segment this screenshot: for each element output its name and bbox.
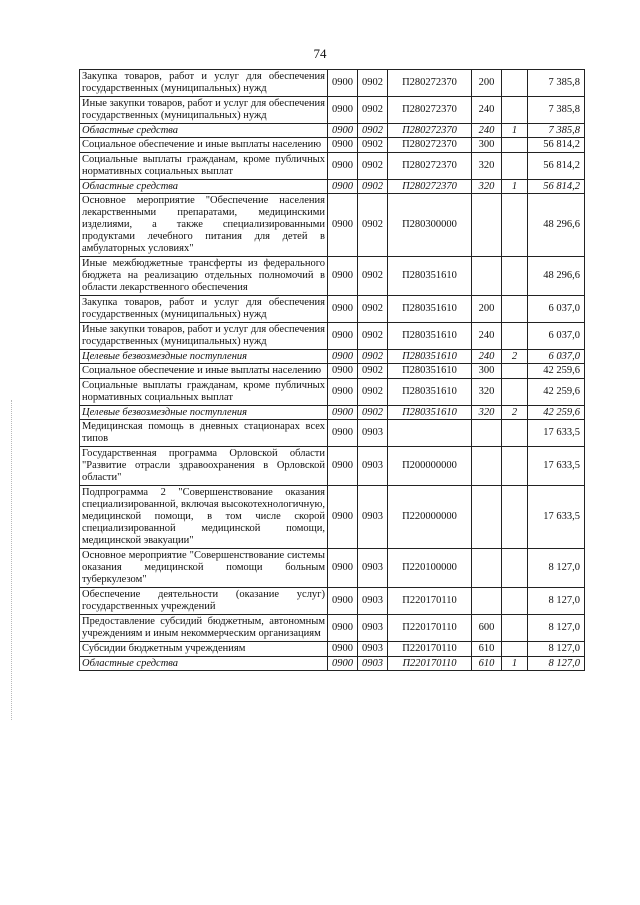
section-code: 0900: [328, 138, 358, 153]
row-name: Медицинская помощь в дневных стационарах всех типов: [80, 420, 328, 447]
subsection-code: 0903: [358, 657, 388, 671]
target-article-code: П220170110: [388, 642, 472, 657]
section-code: 0900: [328, 194, 358, 257]
section-code: 0900: [328, 642, 358, 657]
funding-source-code: [502, 194, 528, 257]
section-code: 0900: [328, 406, 358, 420]
subsection-code: 0902: [358, 379, 388, 406]
target-article-code: П280351610: [388, 323, 472, 350]
section-code: 0900: [328, 153, 358, 180]
row-name: Иные закупки товаров, работ и услуг для обеспечения государственных (муниципальных) нужд: [80, 323, 328, 350]
amount: 8 127,0: [528, 588, 585, 615]
section-code: 0900: [328, 124, 358, 138]
subsection-code: 0902: [358, 323, 388, 350]
row-name: Государственная программа Орловской области "Развитие отрасли здравоохранения в Орловской области": [80, 447, 328, 486]
budget-table: [79, 69, 585, 671]
table-row: [80, 70, 585, 97]
amount: 8 127,0: [528, 615, 585, 642]
funding-source-code: [502, 549, 528, 588]
subsection-code: 0902: [358, 350, 388, 364]
subsection-code: 0903: [358, 447, 388, 486]
table-row: [80, 486, 585, 549]
row-name: Областные средства: [80, 124, 328, 138]
funding-source-code: [502, 447, 528, 486]
expense-type-code: 200: [472, 296, 502, 323]
section-code: 0900: [328, 97, 358, 124]
section-code: 0900: [328, 657, 358, 671]
row-name: Иные закупки товаров, работ и услуг для обеспечения государственных (муниципальных) нужд: [80, 97, 328, 124]
target-article-code: П220170110: [388, 615, 472, 642]
expense-type-code: 600: [472, 615, 502, 642]
table-row: [80, 420, 585, 447]
amount: 8 127,0: [528, 549, 585, 588]
row-name: Областные средства: [80, 657, 328, 671]
row-name: Субсидии бюджетным учреждениям: [80, 642, 328, 657]
subsection-code: 0903: [358, 420, 388, 447]
expense-type-code: [472, 420, 502, 447]
expense-type-code: 320: [472, 406, 502, 420]
table-row: [80, 194, 585, 257]
row-name: Подпрограмма 2 "Совершенствование оказания специализированной, включая высокотехнологичную, медицинской помощи, в том числе скорой специализированной медицинской помощи, медицинской эвакуации": [80, 486, 328, 549]
amount: 48 296,6: [528, 194, 585, 257]
funding-source-code: [502, 420, 528, 447]
expense-type-code: [472, 447, 502, 486]
margin-dots: [11, 400, 14, 720]
section-code: 0900: [328, 379, 358, 406]
target-article-code: П280351610: [388, 406, 472, 420]
target-article-code: П220170110: [388, 657, 472, 671]
table-row: [80, 257, 585, 296]
row-name: Иные межбюджетные трансферты из федерального бюджета на реализацию отдельных полномочий в области лекарственного обеспечения: [80, 257, 328, 296]
amount: 17 633,5: [528, 447, 585, 486]
table-row: [80, 588, 585, 615]
funding-source-code: [502, 364, 528, 379]
amount: 6 037,0: [528, 350, 585, 364]
subsection-code: 0903: [358, 486, 388, 549]
row-name: Предоставление субсидий бюджетным, автономным учреждениям и иным некоммерческим организациям: [80, 615, 328, 642]
subsection-code: 0903: [358, 615, 388, 642]
target-article-code: П200000000: [388, 447, 472, 486]
table-row: [80, 549, 585, 588]
table-row: [80, 379, 585, 406]
funding-source-code: 2: [502, 350, 528, 364]
funding-source-code: [502, 379, 528, 406]
expense-type-code: [472, 549, 502, 588]
amount: 7 385,8: [528, 124, 585, 138]
amount: 56 814,2: [528, 180, 585, 194]
subsection-code: 0902: [358, 124, 388, 138]
funding-source-row: [80, 657, 585, 671]
section-code: 0900: [328, 615, 358, 642]
funding-source-code: 1: [502, 180, 528, 194]
funding-source-row: [80, 350, 585, 364]
row-name: Целевые безвозмездные поступления: [80, 350, 328, 364]
subsection-code: 0903: [358, 588, 388, 615]
expense-type-code: 610: [472, 657, 502, 671]
subsection-code: 0902: [358, 406, 388, 420]
funding-source-code: [502, 153, 528, 180]
amount: 6 037,0: [528, 323, 585, 350]
target-article-code: П220000000: [388, 486, 472, 549]
subsection-code: 0903: [358, 549, 388, 588]
row-name: Основное мероприятие "Обеспечение населения лекарственными препаратами, медицинскими изделиями, а также специализированными продуктами лечебного питания для детей в амбулаторных условиях": [80, 194, 328, 257]
expense-type-code: [472, 194, 502, 257]
target-article-code: П280272370: [388, 180, 472, 194]
target-article-code: [388, 420, 472, 447]
funding-source-code: [502, 138, 528, 153]
section-code: 0900: [328, 257, 358, 296]
subsection-code: 0902: [358, 194, 388, 257]
table-row: [80, 296, 585, 323]
amount: 7 385,8: [528, 70, 585, 97]
amount: 6 037,0: [528, 296, 585, 323]
section-code: 0900: [328, 323, 358, 350]
table-row: [80, 615, 585, 642]
amount: 56 814,2: [528, 138, 585, 153]
table-row: [80, 153, 585, 180]
section-code: 0900: [328, 180, 358, 194]
funding-source-code: 1: [502, 657, 528, 671]
target-article-code: П220100000: [388, 549, 472, 588]
expense-type-code: 300: [472, 138, 502, 153]
target-article-code: П220170110: [388, 588, 472, 615]
funding-source-code: [502, 486, 528, 549]
subsection-code: 0902: [358, 70, 388, 97]
amount: 42 259,6: [528, 406, 585, 420]
budget-table-body: [80, 70, 585, 671]
row-name: Социальные выплаты гражданам, кроме публичных нормативных социальных выплат: [80, 379, 328, 406]
subsection-code: 0902: [358, 138, 388, 153]
funding-source-row: [80, 406, 585, 420]
target-article-code: П280351610: [388, 257, 472, 296]
row-name: Социальное обеспечение и иные выплаты населению: [80, 364, 328, 379]
table-row: [80, 364, 585, 379]
expense-type-code: [472, 257, 502, 296]
expense-type-code: 320: [472, 153, 502, 180]
target-article-code: П280351610: [388, 379, 472, 406]
amount: 42 259,6: [528, 364, 585, 379]
row-name: Целевые безвозмездные поступления: [80, 406, 328, 420]
section-code: 0900: [328, 364, 358, 379]
section-code: 0900: [328, 447, 358, 486]
table-row: [80, 447, 585, 486]
subsection-code: 0903: [358, 642, 388, 657]
page-number: 74: [313, 46, 327, 61]
expense-type-code: 320: [472, 379, 502, 406]
row-name: Закупка товаров, работ и услуг для обеспечения государственных (муниципальных) нужд: [80, 296, 328, 323]
target-article-code: П280272370: [388, 70, 472, 97]
amount: 7 385,8: [528, 97, 585, 124]
target-article-code: П280351610: [388, 350, 472, 364]
target-article-code: П280272370: [388, 124, 472, 138]
target-article-code: П280351610: [388, 296, 472, 323]
target-article-code: П280272370: [388, 97, 472, 124]
expense-type-code: 200: [472, 70, 502, 97]
expense-type-code: 320: [472, 180, 502, 194]
subsection-code: 0902: [358, 296, 388, 323]
section-code: 0900: [328, 70, 358, 97]
funding-source-row: [80, 180, 585, 194]
amount: 8 127,0: [528, 657, 585, 671]
row-name: Закупка товаров, работ и услуг для обеспечения государственных (муниципальных) нужд: [80, 70, 328, 97]
subsection-code: 0902: [358, 180, 388, 194]
amount: 42 259,6: [528, 379, 585, 406]
subsection-code: 0902: [358, 364, 388, 379]
funding-source-code: [502, 642, 528, 657]
section-code: 0900: [328, 350, 358, 364]
target-article-code: П280272370: [388, 138, 472, 153]
row-name: Обеспечение деятельности (оказание услуг) государственных учреждений: [80, 588, 328, 615]
funding-source-code: [502, 588, 528, 615]
target-article-code: П280351610: [388, 364, 472, 379]
row-name: Социальные выплаты гражданам, кроме публичных нормативных социальных выплат: [80, 153, 328, 180]
funding-source-code: 1: [502, 124, 528, 138]
section-code: 0900: [328, 588, 358, 615]
amount: 56 814,2: [528, 153, 585, 180]
expense-type-code: 240: [472, 97, 502, 124]
expense-type-code: [472, 588, 502, 615]
funding-source-code: [502, 296, 528, 323]
row-name: Основное мероприятие "Совершенствование системы оказания медицинской помощи больным туберкулезом": [80, 549, 328, 588]
amount: 17 633,5: [528, 486, 585, 549]
expense-type-code: 300: [472, 364, 502, 379]
subsection-code: 0902: [358, 257, 388, 296]
funding-source-row: [80, 124, 585, 138]
table-row: [80, 642, 585, 657]
expense-type-code: 240: [472, 350, 502, 364]
expense-type-code: 610: [472, 642, 502, 657]
section-code: 0900: [328, 486, 358, 549]
funding-source-code: [502, 70, 528, 97]
expense-type-code: 240: [472, 124, 502, 138]
amount: 8 127,0: [528, 642, 585, 657]
row-name: Социальное обеспечение и иные выплаты населению: [80, 138, 328, 153]
amount: 17 633,5: [528, 420, 585, 447]
table-row: [80, 138, 585, 153]
section-code: 0900: [328, 420, 358, 447]
funding-source-code: [502, 97, 528, 124]
amount: 48 296,6: [528, 257, 585, 296]
funding-source-code: [502, 615, 528, 642]
expense-type-code: 240: [472, 323, 502, 350]
subsection-code: 0902: [358, 153, 388, 180]
table-row: [80, 97, 585, 124]
section-code: 0900: [328, 549, 358, 588]
funding-source-code: [502, 257, 528, 296]
target-article-code: П280300000: [388, 194, 472, 257]
row-name: Областные средства: [80, 180, 328, 194]
section-code: 0900: [328, 296, 358, 323]
target-article-code: П280272370: [388, 153, 472, 180]
funding-source-code: 2: [502, 406, 528, 420]
subsection-code: 0902: [358, 97, 388, 124]
funding-source-code: [502, 323, 528, 350]
table-row: [80, 323, 585, 350]
expense-type-code: [472, 486, 502, 549]
